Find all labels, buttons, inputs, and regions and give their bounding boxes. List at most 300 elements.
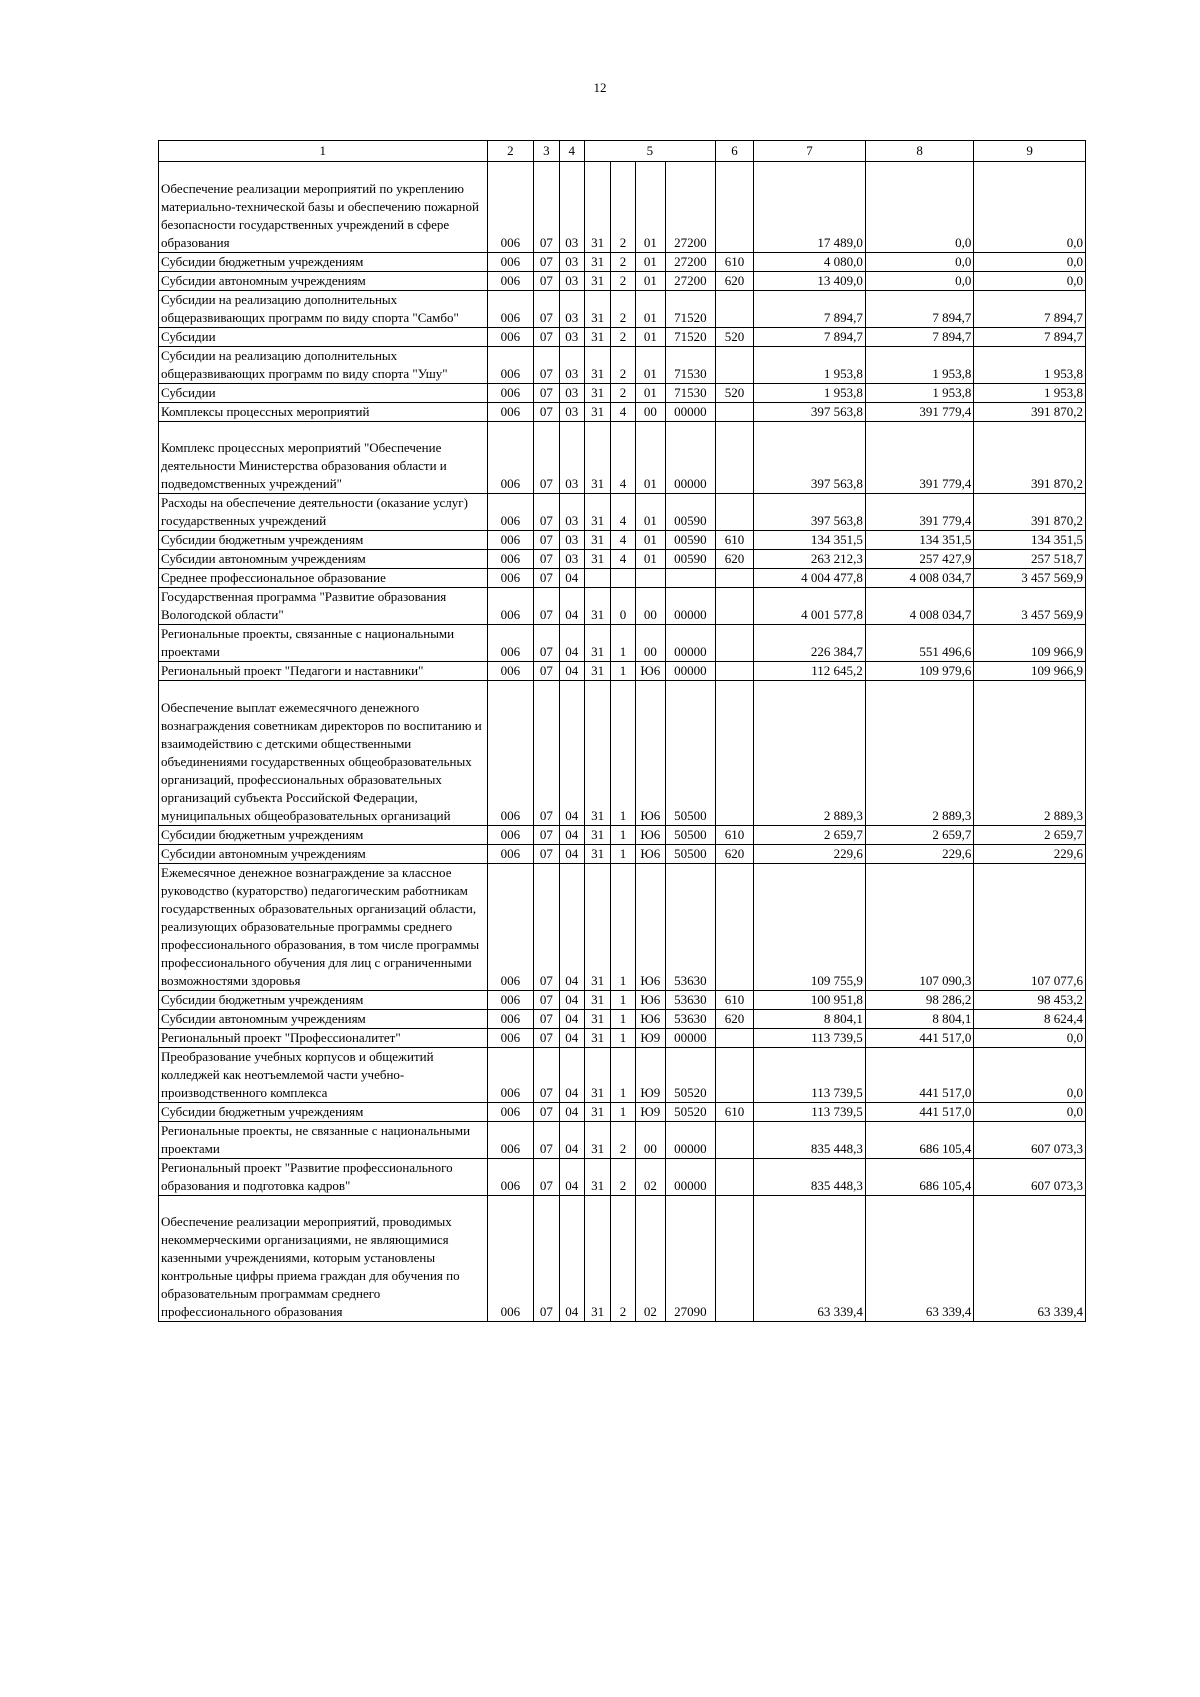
row-expense-type (715, 439, 754, 494)
row-subsection: 04 (559, 1009, 584, 1028)
table-row (159, 569, 1086, 588)
row-section: 07 (534, 383, 559, 402)
row-amount-2: 441 517,0 (865, 1102, 974, 1121)
row-target-article-type: 2 (611, 1213, 635, 1322)
row-target-article-project: Ю6 (635, 844, 665, 863)
row-subsection: 04 (559, 699, 584, 826)
row-amount-1: 4 080,0 (754, 252, 866, 271)
table-row (159, 844, 1086, 863)
row-amount-3: 98 453,2 (974, 990, 1086, 1009)
row-target-article-type: 0 (611, 588, 635, 625)
row-amount-3: 2 659,7 (974, 825, 1086, 844)
row-section: 07 (534, 346, 559, 383)
row-target-article-direction: 00590 (666, 494, 716, 531)
row-section: 07 (534, 1047, 559, 1102)
row-expense-type (715, 863, 754, 990)
row-amount-1: 109 755,9 (754, 863, 866, 990)
row-amount-2: 686 105,4 (865, 1121, 974, 1158)
row-amount-1: 8 804,1 (754, 1009, 866, 1028)
row-section: 07 (534, 271, 559, 290)
header-col-5: 5 (584, 141, 715, 162)
table-row (159, 825, 1086, 844)
row-section: 07 (534, 1102, 559, 1121)
row-amount-1: 397 563,8 (754, 494, 866, 531)
row-section: 07 (534, 625, 559, 662)
row-amount-2: 391 779,4 (865, 402, 974, 421)
row-admin-code: 006 (487, 588, 534, 625)
row-target-article-project: 02 (635, 1158, 665, 1195)
row-target-article-direction: 27200 (666, 252, 716, 271)
row-target-article-program: 31 (584, 402, 610, 421)
header-col-1: 1 (159, 141, 488, 162)
table-row (159, 271, 1086, 290)
row-target-article-project: 01 (635, 531, 665, 550)
row-section: 07 (534, 1121, 559, 1158)
row-target-article-type: 4 (611, 402, 635, 421)
row-target-article-direction: 71530 (666, 346, 716, 383)
row-target-article-program: 31 (584, 588, 610, 625)
row-amount-3: 0,0 (974, 1102, 1086, 1121)
row-name: Субсидии автономным учреждениям (159, 1009, 488, 1028)
row-expense-type (715, 1028, 754, 1047)
row-target-article-project: 01 (635, 271, 665, 290)
row-target-article-direction: 00590 (666, 550, 716, 569)
table-row (159, 327, 1086, 346)
table-row (159, 290, 1086, 327)
row-admin-code: 006 (487, 402, 534, 421)
row-amount-3: 391 870,2 (974, 494, 1086, 531)
row-target-article-project: 00 (635, 1121, 665, 1158)
row-target-article-type: 1 (611, 662, 635, 681)
row-expense-type (715, 290, 754, 327)
row-section: 07 (534, 180, 559, 253)
row-amount-2: 229,6 (865, 844, 974, 863)
row-target-article-type: 2 (611, 271, 635, 290)
row-admin-code: 006 (487, 439, 534, 494)
row-admin-code: 006 (487, 844, 534, 863)
row-target-article-program: 31 (584, 1102, 610, 1121)
row-expense-type (715, 494, 754, 531)
row-target-article-project: Ю6 (635, 990, 665, 1009)
row-amount-1: 397 563,8 (754, 402, 866, 421)
row-section: 07 (534, 569, 559, 588)
row-amount-3: 1 953,8 (974, 346, 1086, 383)
row-expense-type: 610 (715, 1102, 754, 1121)
row-subsection: 04 (559, 625, 584, 662)
row-amount-3: 109 966,9 (974, 662, 1086, 681)
row-expense-type (715, 1158, 754, 1195)
row-name: Субсидии бюджетным учреждениям (159, 825, 488, 844)
row-amount-2: 109 979,6 (865, 662, 974, 681)
table-row (159, 990, 1086, 1009)
row-target-article-direction: 71520 (666, 290, 716, 327)
row-amount-1: 2 889,3 (754, 699, 866, 826)
row-name: Субсидии бюджетным учреждениям (159, 252, 488, 271)
row-expense-type (715, 699, 754, 826)
row-admin-code: 006 (487, 346, 534, 383)
row-target-article-type: 1 (611, 825, 635, 844)
row-target-article-type: 2 (611, 346, 635, 383)
row-admin-code: 006 (487, 1121, 534, 1158)
row-target-article-program: 31 (584, 271, 610, 290)
spacer-row (159, 162, 1086, 180)
row-target-article-direction: 71520 (666, 327, 716, 346)
row-admin-code: 006 (487, 1028, 534, 1047)
row-amount-1: 13 409,0 (754, 271, 866, 290)
row-target-article-direction: 27090 (666, 1213, 716, 1322)
row-target-article-project: Ю9 (635, 1047, 665, 1102)
table-row (159, 180, 1086, 253)
row-target-article-program: 31 (584, 1213, 610, 1322)
row-subsection: 04 (559, 588, 584, 625)
row-amount-3: 134 351,5 (974, 531, 1086, 550)
row-subsection: 04 (559, 825, 584, 844)
row-target-article-direction (666, 569, 716, 588)
row-amount-1: 835 448,3 (754, 1158, 866, 1195)
row-expense-type: 620 (715, 844, 754, 863)
row-amount-2: 441 517,0 (865, 1028, 974, 1047)
row-target-article-program: 31 (584, 1158, 610, 1195)
table-row (159, 1009, 1086, 1028)
header-col-6: 6 (715, 141, 754, 162)
row-subsection: 04 (559, 662, 584, 681)
row-admin-code: 006 (487, 1158, 534, 1195)
row-name: Субсидии автономным учреждениям (159, 550, 488, 569)
row-subsection: 03 (559, 180, 584, 253)
row-target-article-direction: 00000 (666, 662, 716, 681)
row-target-article-direction: 00000 (666, 402, 716, 421)
row-section: 07 (534, 825, 559, 844)
row-target-article-direction: 27200 (666, 180, 716, 253)
row-amount-2: 0,0 (865, 252, 974, 271)
row-name: Субсидии автономным учреждениям (159, 844, 488, 863)
row-subsection: 03 (559, 550, 584, 569)
row-amount-3: 109 966,9 (974, 625, 1086, 662)
row-amount-2: 257 427,9 (865, 550, 974, 569)
table-row (159, 550, 1086, 569)
row-amount-3: 607 073,3 (974, 1158, 1086, 1195)
row-subsection: 04 (559, 1121, 584, 1158)
page-number: 12 (593, 80, 607, 95)
row-name: Субсидии автономным учреждениям (159, 271, 488, 290)
table-row (159, 531, 1086, 550)
row-amount-1: 113 739,5 (754, 1028, 866, 1047)
row-admin-code: 006 (487, 699, 534, 826)
row-subsection: 03 (559, 439, 584, 494)
row-expense-type: 610 (715, 825, 754, 844)
row-section: 07 (534, 1009, 559, 1028)
row-amount-1: 113 739,5 (754, 1102, 866, 1121)
row-amount-1: 397 563,8 (754, 439, 866, 494)
row-section: 07 (534, 588, 559, 625)
row-amount-2: 0,0 (865, 271, 974, 290)
row-target-article-type: 4 (611, 494, 635, 531)
row-admin-code: 006 (487, 990, 534, 1009)
table-row (159, 1102, 1086, 1121)
row-target-article-type: 1 (611, 990, 635, 1009)
row-amount-3: 0,0 (974, 271, 1086, 290)
row-expense-type: 610 (715, 990, 754, 1009)
row-admin-code: 006 (487, 1102, 534, 1121)
row-section: 07 (534, 550, 559, 569)
table-row (159, 1158, 1086, 1195)
row-amount-2: 391 779,4 (865, 439, 974, 494)
row-target-article-type: 2 (611, 290, 635, 327)
row-admin-code: 006 (487, 662, 534, 681)
row-name: Обеспечение реализации мероприятий по укреплению материально-технической базы и обеспечению пожарной безопасности государственных учреждений в сфере образования (159, 180, 488, 253)
row-target-article-type: 2 (611, 1158, 635, 1195)
row-amount-1: 113 739,5 (754, 1047, 866, 1102)
row-target-article-project: 01 (635, 180, 665, 253)
row-amount-1: 1 953,8 (754, 383, 866, 402)
row-amount-3: 0,0 (974, 252, 1086, 271)
row-name: Субсидии на реализацию дополнительных общеразвивающих программ по виду спорта "Ушу" (159, 346, 488, 383)
row-section: 07 (534, 327, 559, 346)
row-expense-type: 520 (715, 327, 754, 346)
row-amount-1: 134 351,5 (754, 531, 866, 550)
row-subsection: 03 (559, 290, 584, 327)
row-name: Субсидии бюджетным учреждениям (159, 1102, 488, 1121)
row-amount-3: 257 518,7 (974, 550, 1086, 569)
row-target-article-type: 1 (611, 699, 635, 826)
row-target-article-type: 4 (611, 439, 635, 494)
row-expense-type: 610 (715, 252, 754, 271)
row-target-article-type: 2 (611, 1121, 635, 1158)
row-target-article-direction: 00000 (666, 1158, 716, 1195)
row-target-article-type: 2 (611, 327, 635, 346)
row-target-article-program: 31 (584, 1009, 610, 1028)
row-amount-2: 63 339,4 (865, 1213, 974, 1322)
row-target-article-program: 31 (584, 863, 610, 990)
row-target-article-program: 31 (584, 494, 610, 531)
row-target-article-type: 1 (611, 1028, 635, 1047)
table-row (159, 383, 1086, 402)
row-target-article-program: 31 (584, 1121, 610, 1158)
row-amount-2: 2 659,7 (865, 825, 974, 844)
row-name: Преобразование учебных корпусов и общежитий колледжей как неотъемлемой части учебно-производственного комплекса (159, 1047, 488, 1102)
row-subsection: 04 (559, 863, 584, 990)
row-expense-type (715, 180, 754, 253)
row-target-article-project: 01 (635, 494, 665, 531)
row-target-article-direction: 50500 (666, 844, 716, 863)
row-name: Комплекс процессных мероприятий "Обеспечение деятельности Министерства образования области и подведомственных учреждений" (159, 439, 488, 494)
table-row (159, 439, 1086, 494)
spacer-row (159, 681, 1086, 699)
row-amount-1: 112 645,2 (754, 662, 866, 681)
row-target-article-project: Ю6 (635, 863, 665, 990)
row-target-article-project: 01 (635, 383, 665, 402)
row-target-article-program: 31 (584, 625, 610, 662)
row-target-article-type: 1 (611, 1047, 635, 1102)
table-row (159, 1028, 1086, 1047)
row-name: Субсидии на реализацию дополнительных общеразвивающих программ по виду спорта "Самбо" (159, 290, 488, 327)
row-target-article-program: 31 (584, 383, 610, 402)
row-name: Ежемесячное денежное вознаграждение за классное руководство (кураторство) педагогическим работникам государственных образовательных организаций области, реализующих образовательные программы среднего профессионального образования, в том числе программы профессионального обучения для лиц с ограниченными возможностями здоровья (159, 863, 488, 990)
row-amount-3: 391 870,2 (974, 402, 1086, 421)
header-row (159, 141, 1086, 162)
row-amount-2: 441 517,0 (865, 1047, 974, 1102)
row-target-article-project: 00 (635, 625, 665, 662)
row-amount-1: 835 448,3 (754, 1121, 866, 1158)
row-amount-1: 1 953,8 (754, 346, 866, 383)
row-amount-2: 4 008 034,7 (865, 569, 974, 588)
row-target-article-project: Ю6 (635, 1009, 665, 1028)
row-expense-type (715, 346, 754, 383)
row-name: Расходы на обеспечение деятельности (оказание услуг) государственных учреждений (159, 494, 488, 531)
header-col-7: 7 (754, 141, 866, 162)
row-target-article-project: Ю9 (635, 1028, 665, 1047)
row-amount-3: 229,6 (974, 844, 1086, 863)
row-amount-3: 0,0 (974, 180, 1086, 253)
table-row (159, 625, 1086, 662)
table-row (159, 252, 1086, 271)
row-target-article-program (584, 569, 610, 588)
row-target-article-direction: 00000 (666, 439, 716, 494)
row-subsection: 03 (559, 531, 584, 550)
row-name: Субсидии (159, 383, 488, 402)
row-target-article-type: 2 (611, 180, 635, 253)
row-target-article-direction: 50520 (666, 1102, 716, 1121)
row-target-article-direction: 00000 (666, 588, 716, 625)
row-amount-2: 1 953,8 (865, 346, 974, 383)
row-section: 07 (534, 439, 559, 494)
row-target-article-type: 1 (611, 625, 635, 662)
row-name: Государственная программа "Развитие образования Вологодской области" (159, 588, 488, 625)
row-subsection: 03 (559, 327, 584, 346)
row-amount-2: 551 496,6 (865, 625, 974, 662)
row-target-article-type: 1 (611, 1102, 635, 1121)
row-admin-code: 006 (487, 825, 534, 844)
row-subsection: 04 (559, 1102, 584, 1121)
row-target-article-direction: 53630 (666, 990, 716, 1009)
row-section: 07 (534, 252, 559, 271)
row-amount-2: 0,0 (865, 180, 974, 253)
row-subsection: 04 (559, 569, 584, 588)
row-target-article-program: 31 (584, 1047, 610, 1102)
row-expense-type (715, 1213, 754, 1322)
row-amount-3: 7 894,7 (974, 290, 1086, 327)
row-expense-type (715, 662, 754, 681)
table-row (159, 494, 1086, 531)
row-name: Региональный проект "Развитие профессионального образования и подготовка кадров" (159, 1158, 488, 1195)
row-target-article-project: 02 (635, 1213, 665, 1322)
header-col-8: 8 (865, 141, 974, 162)
row-amount-1: 7 894,7 (754, 290, 866, 327)
row-section: 07 (534, 990, 559, 1009)
row-name: Региональный проект "Педагоги и наставники" (159, 662, 488, 681)
row-target-article-program: 31 (584, 290, 610, 327)
row-target-article-direction: 71530 (666, 383, 716, 402)
table-row (159, 1121, 1086, 1158)
row-amount-3: 1 953,8 (974, 383, 1086, 402)
row-admin-code: 006 (487, 290, 534, 327)
header-col-4: 4 (559, 141, 584, 162)
row-amount-2: 2 889,3 (865, 699, 974, 826)
row-admin-code: 006 (487, 494, 534, 531)
row-target-article-type: 2 (611, 383, 635, 402)
row-amount-1: 100 951,8 (754, 990, 866, 1009)
row-admin-code: 006 (487, 1047, 534, 1102)
row-amount-2: 7 894,7 (865, 327, 974, 346)
row-target-article-program: 31 (584, 327, 610, 346)
row-subsection: 04 (559, 844, 584, 863)
row-amount-3: 107 077,6 (974, 863, 1086, 990)
row-section: 07 (534, 1213, 559, 1322)
row-target-article-program: 31 (584, 699, 610, 826)
row-amount-3: 8 624,4 (974, 1009, 1086, 1028)
row-admin-code: 006 (487, 531, 534, 550)
row-subsection: 03 (559, 271, 584, 290)
row-amount-1: 7 894,7 (754, 327, 866, 346)
row-amount-1: 2 659,7 (754, 825, 866, 844)
row-subsection: 04 (559, 1213, 584, 1322)
row-name: Обеспечение выплат ежемесячного денежного вознаграждения советникам директоров по воспитанию и взаимодействию с детскими общественными объединениями государственных общеобразовательных организаций, профессиональных образовательных организаций субъекта Российской Федерации, муниципальных общеобразовательных организаций (159, 699, 488, 826)
row-expense-type (715, 402, 754, 421)
row-subsection: 03 (559, 346, 584, 383)
row-expense-type (715, 588, 754, 625)
table-row (159, 346, 1086, 383)
row-target-article-program: 31 (584, 346, 610, 383)
row-target-article-direction: 27200 (666, 271, 716, 290)
row-amount-3: 0,0 (974, 1028, 1086, 1047)
row-section: 07 (534, 402, 559, 421)
table-row (159, 588, 1086, 625)
row-target-article-type: 4 (611, 550, 635, 569)
row-name: Региональные проекты, связанные с национальными проектами (159, 625, 488, 662)
row-amount-3: 2 889,3 (974, 699, 1086, 826)
row-expense-type (715, 1121, 754, 1158)
row-admin-code: 006 (487, 327, 534, 346)
row-admin-code: 006 (487, 180, 534, 253)
row-amount-2: 391 779,4 (865, 494, 974, 531)
row-amount-3: 3 457 569,9 (974, 569, 1086, 588)
row-target-article-project: 01 (635, 252, 665, 271)
row-target-article-project: 00 (635, 588, 665, 625)
row-subsection: 03 (559, 383, 584, 402)
row-amount-3: 0,0 (974, 1047, 1086, 1102)
row-target-article-direction: 50500 (666, 825, 716, 844)
table-row (159, 1047, 1086, 1102)
row-section: 07 (534, 1028, 559, 1047)
row-amount-3: 63 339,4 (974, 1213, 1086, 1322)
row-section: 07 (534, 662, 559, 681)
row-target-article-project: 01 (635, 327, 665, 346)
row-section: 07 (534, 844, 559, 863)
row-amount-1: 63 339,4 (754, 1213, 866, 1322)
row-expense-type: 620 (715, 550, 754, 569)
row-target-article-project: 01 (635, 290, 665, 327)
row-admin-code: 006 (487, 550, 534, 569)
row-name: Субсидии бюджетным учреждениям (159, 531, 488, 550)
row-target-article-program: 31 (584, 825, 610, 844)
row-section: 07 (534, 494, 559, 531)
row-subsection: 04 (559, 1047, 584, 1102)
row-amount-2: 8 804,1 (865, 1009, 974, 1028)
header-col-3: 3 (534, 141, 559, 162)
row-admin-code: 006 (487, 1009, 534, 1028)
row-target-article-direction: 00000 (666, 1121, 716, 1158)
table-row (159, 863, 1086, 990)
row-subsection: 03 (559, 252, 584, 271)
row-amount-1: 4 001 577,8 (754, 588, 866, 625)
row-admin-code: 006 (487, 625, 534, 662)
row-target-article-project: Ю6 (635, 662, 665, 681)
row-subsection: 03 (559, 402, 584, 421)
row-amount-1: 4 004 477,8 (754, 569, 866, 588)
row-amount-2: 107 090,3 (865, 863, 974, 990)
row-target-article-project: Ю6 (635, 825, 665, 844)
row-amount-1: 17 489,0 (754, 180, 866, 253)
